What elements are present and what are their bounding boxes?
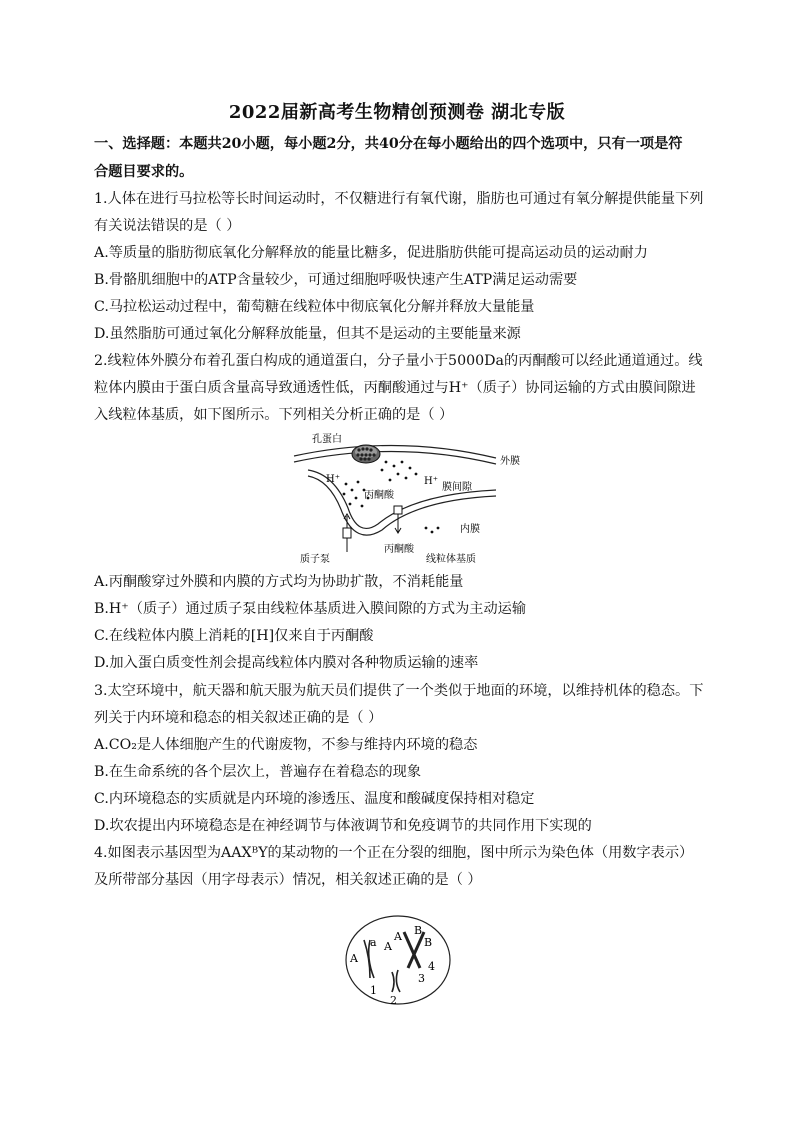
q2-option-a: A.丙酮酸穿过外膜和内膜的方式均为协助扩散，不消耗能量: [94, 574, 464, 590]
q2-option-d: D.加入蛋白质变性剂会提高线粒体内膜对各种物质运输的速率: [94, 655, 479, 671]
q2-stem-line-2: 粒体内膜由于蛋白质含量高导致通透性低，丙酮酸通过与H⁺（质子）协同运输的方式由膜间隙进: [94, 380, 696, 396]
q1-stem-line-1: 1.人体在进行马拉松等长时间运动时，不仅糖进行有氧代谢，脂肪也可通过有氧分解提供能量下列: [94, 191, 704, 207]
gene-label-B-4: B: [414, 924, 423, 937]
q2-option-c: C.在线粒体内膜上消耗的[H]仅来自于丙酮酸: [94, 628, 374, 644]
section-heading-line-2: 合题目要求的。: [94, 164, 194, 180]
mitochondria-membrane-figure: [286, 428, 526, 570]
proton-pump-label: 质子泵: [300, 554, 330, 565]
proton-pump-box: [343, 528, 351, 538]
q3-stem-line-1: 3.太空环境中，航天器和航天服为航天员们提供了一个类似于地面的环境，以维持机体的稳态。下: [94, 683, 704, 699]
dividing-cell-figure: [340, 912, 456, 1008]
porin-label: 孔蛋白: [312, 434, 342, 445]
pyruvate-transporter-box: [394, 506, 402, 514]
q3-option-b: B.在生命系统的各个层次上，普遍存在着稳态的现象: [94, 764, 422, 780]
q1-option-c: C.马拉松运动过程中，葡萄糖在线粒体中彻底氧化分解并释放大量能量: [94, 299, 535, 315]
chromosome-number-3: 3: [418, 972, 425, 985]
pyruvate-top-label: 丙酮酸: [364, 490, 394, 501]
q1-option-a: A.等质量的脂肪彻底氧化分解释放的能量比糖多，促进脂肪供能可提高运动员的运动耐力: [94, 245, 648, 261]
chromosome-2-right: [396, 970, 400, 992]
chromosome-pair-3-4: [404, 932, 424, 968]
chromosome-number-4: 4: [428, 960, 435, 973]
q3-option-d: D.坎农提出内环境稳态是在神经调节与体液调节和免疫调节的共同作用下实现的: [94, 818, 592, 834]
q1-option-b: B.骨骼肌细胞中的ATP含量较少，可通过细胞呼吸快速产生ATP满足运动需要: [94, 272, 578, 288]
matrix-label: 线粒体基质: [426, 554, 476, 565]
chromosome-number-2: 2: [390, 994, 397, 1007]
pyruvate-bottom-label: 丙酮酸: [384, 544, 414, 555]
q2-stem-line-1: 2.线粒体外膜分布着孔蛋白构成的通道蛋白，分子量小于5000Da的丙酮酸可以经此通道通过。线: [94, 353, 703, 369]
q2-option-b: B.H⁺（质子）通过质子泵由线粒体基质进入膜间隙的方式为主动运输: [94, 601, 527, 617]
intermembrane-label: 膜间隙: [442, 482, 472, 493]
outer-membrane-label: 外膜: [500, 456, 520, 467]
chromosome-number-1: 1: [370, 984, 377, 997]
q1-option-d: D.虽然脂肪可通过氧化分解释放能量，但其不是运动的主要能量来源: [94, 326, 521, 342]
h-left-label: H⁺: [326, 474, 340, 485]
gene-label-B-4b: B: [424, 936, 433, 949]
h-right-label: H⁺: [424, 476, 438, 487]
q3-option-c: C.内环境稳态的实质就是内环境的渗透压、温度和酸碱度保持相对稳定: [94, 791, 535, 807]
gene-label-A-1: A: [350, 952, 358, 965]
chromosome-2-left: [392, 972, 394, 992]
outer-membrane-line-inner: [294, 451, 496, 464]
gene-label-A-3: A: [384, 940, 392, 953]
q3-option-a: A.CO₂是人体细胞产生的代谢废物，不参与维持内环境的稳态: [94, 737, 478, 753]
q3-stem-line-2: 列关于内环境和稳态的相关叙述正确的是（ ）: [94, 710, 383, 726]
gene-label-A-3b: A: [394, 930, 402, 943]
gene-label-a-1: a: [370, 936, 377, 949]
section-heading-line-1: 一、选择题：本题共20小题，每小题2分，共40分在每小题给出的四个选项中，只有一项是符: [94, 136, 683, 152]
page-title: 2022届新高考生物精创预测卷 湖北专版: [228, 102, 566, 123]
porin-protein: [352, 445, 380, 463]
q4-stem-line-1: 4.如图表示基因型为AAXᴮY的某动物的一个正在分裂的细胞，图中所示为染色体（用数字表示）: [94, 845, 694, 861]
q2-stem-line-3: 入线粒体基质，如下图所示。下列相关分析正确的是（ ）: [94, 407, 454, 423]
q1-stem-line-2: 有关说法错误的是（ ）: [94, 218, 241, 234]
inner-membrane-label: 内膜: [460, 524, 480, 535]
q4-stem-line-2: 及所带部分基因（用字母表示）情况，相关叙述正确的是（ ）: [94, 872, 482, 888]
